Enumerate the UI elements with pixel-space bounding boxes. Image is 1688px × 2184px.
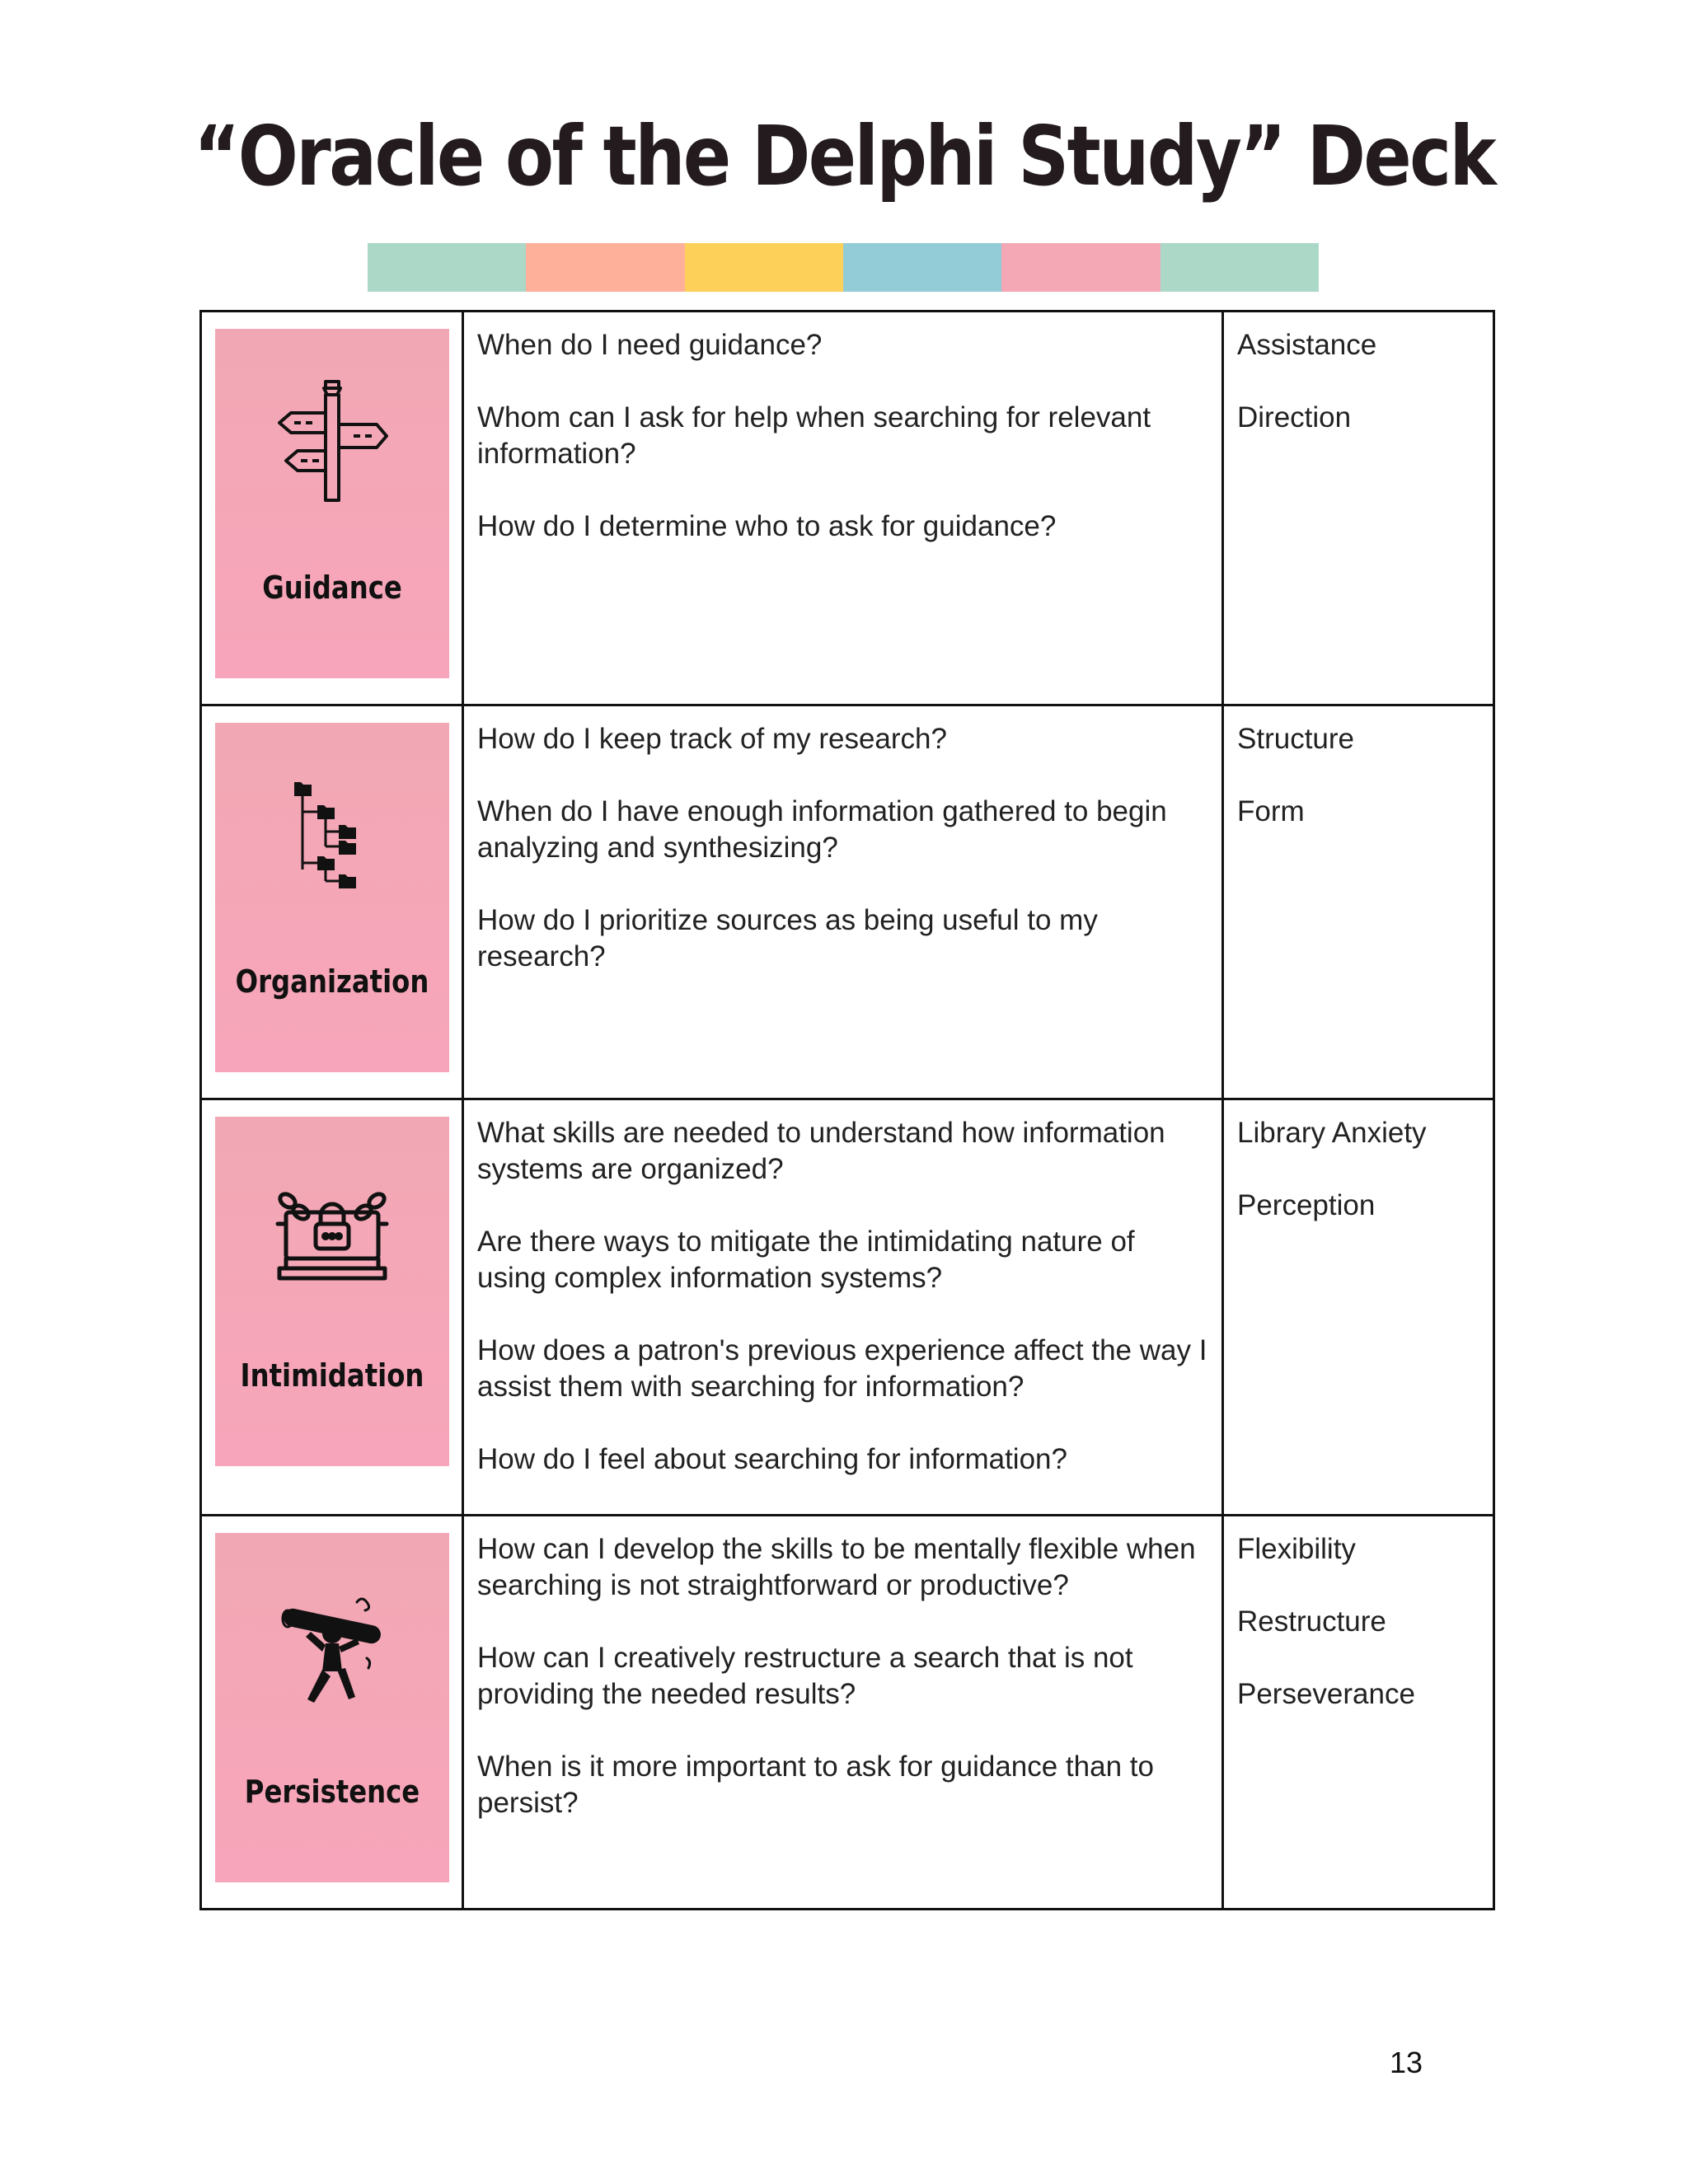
- question-text: When do I need guidance?: [477, 329, 823, 361]
- color-bar: [368, 243, 1319, 292]
- question-text: How can I creatively restructure a search that is not providing the needed results?: [477, 1642, 1133, 1710]
- card-label: Guidance: [261, 569, 402, 606]
- question-text: How do I keep track of my research?: [477, 723, 947, 755]
- card-cell: [201, 705, 463, 1099]
- keywords-cell: [1223, 312, 1494, 705]
- color-bar-segment: [1001, 243, 1160, 292]
- question-text: How do I prioritize sources as being useful to my research?: [477, 904, 1098, 972]
- keyword-text: Perception: [1237, 1189, 1376, 1221]
- keyword-text: Direction: [1237, 401, 1352, 434]
- person-carrying-log-icon: [274, 1582, 390, 1706]
- question-text: Whom can I ask for help when searching for relevant information?: [477, 401, 1151, 470]
- color-bar-segment: [1160, 243, 1319, 292]
- keyword-text: Assistance: [1237, 329, 1377, 361]
- keyword-text: Perseverance: [1237, 1678, 1415, 1710]
- card-label: Organization: [235, 963, 429, 1000]
- questions-cell: [463, 705, 1223, 1099]
- card-persistence: [215, 1533, 449, 1882]
- chained-lock-icon: [274, 1166, 390, 1290]
- card-intimidation: [215, 1117, 449, 1466]
- keyword-text: Form: [1237, 795, 1305, 827]
- question-text: What skills are needed to understand how information systems are organized?: [477, 1117, 1165, 1185]
- folder-tree-icon: [274, 772, 390, 896]
- color-bar-segment: [843, 243, 1001, 292]
- card-cell: [201, 1099, 463, 1516]
- question-text: How can I develop the skills to be mentally flexible when searching is not straightforward or productive?: [477, 1533, 1196, 1601]
- table-row: [201, 1099, 1494, 1516]
- keywords-cell: [1223, 1099, 1494, 1516]
- keyword-text: Restructure: [1237, 1605, 1386, 1638]
- card-cell: [201, 312, 463, 705]
- question-text: When do I have enough information gathered to begin analyzing and synthesizing?: [477, 795, 1167, 864]
- page-title: “Oracle of the Delphi Study” Deck: [193, 108, 1495, 204]
- color-bar-segment: [368, 243, 526, 292]
- table-row: [201, 312, 1494, 705]
- keywords-cell: [1223, 1516, 1494, 1910]
- questions-cell: [463, 1099, 1223, 1516]
- keyword-text: Flexibility: [1237, 1533, 1356, 1565]
- signpost-icon: [274, 378, 390, 502]
- questions-cell: [463, 312, 1223, 705]
- card-label: Intimidation: [240, 1357, 424, 1394]
- keyword-text: Structure: [1237, 723, 1354, 755]
- question-text: Are there ways to mitigate the intimidating nature of using complex information systems?: [477, 1226, 1135, 1294]
- keyword-text: Library Anxiety: [1237, 1117, 1427, 1149]
- card-label: Persistence: [244, 1774, 420, 1810]
- question-text: How do I determine who to ask for guidance?: [477, 510, 1057, 542]
- question-text: How does a patron's previous experience affect the way I assist them with searching for information?: [477, 1334, 1207, 1403]
- color-bar-segment: [685, 243, 843, 292]
- deck-table: [199, 310, 1495, 1910]
- table-row: [201, 705, 1494, 1099]
- keywords-cell: [1223, 705, 1494, 1099]
- card-organization: [215, 723, 449, 1072]
- page-number: 13: [1390, 2046, 1423, 2079]
- question-text: How do I feel about searching for information?: [477, 1443, 1067, 1475]
- card-cell: [201, 1516, 463, 1910]
- color-bar-segment: [526, 243, 684, 292]
- table-row: [201, 1516, 1494, 1910]
- questions-cell: [463, 1516, 1223, 1910]
- card-guidance: [215, 329, 449, 678]
- question-text: When is it more important to ask for guidance than to persist?: [477, 1750, 1154, 1819]
